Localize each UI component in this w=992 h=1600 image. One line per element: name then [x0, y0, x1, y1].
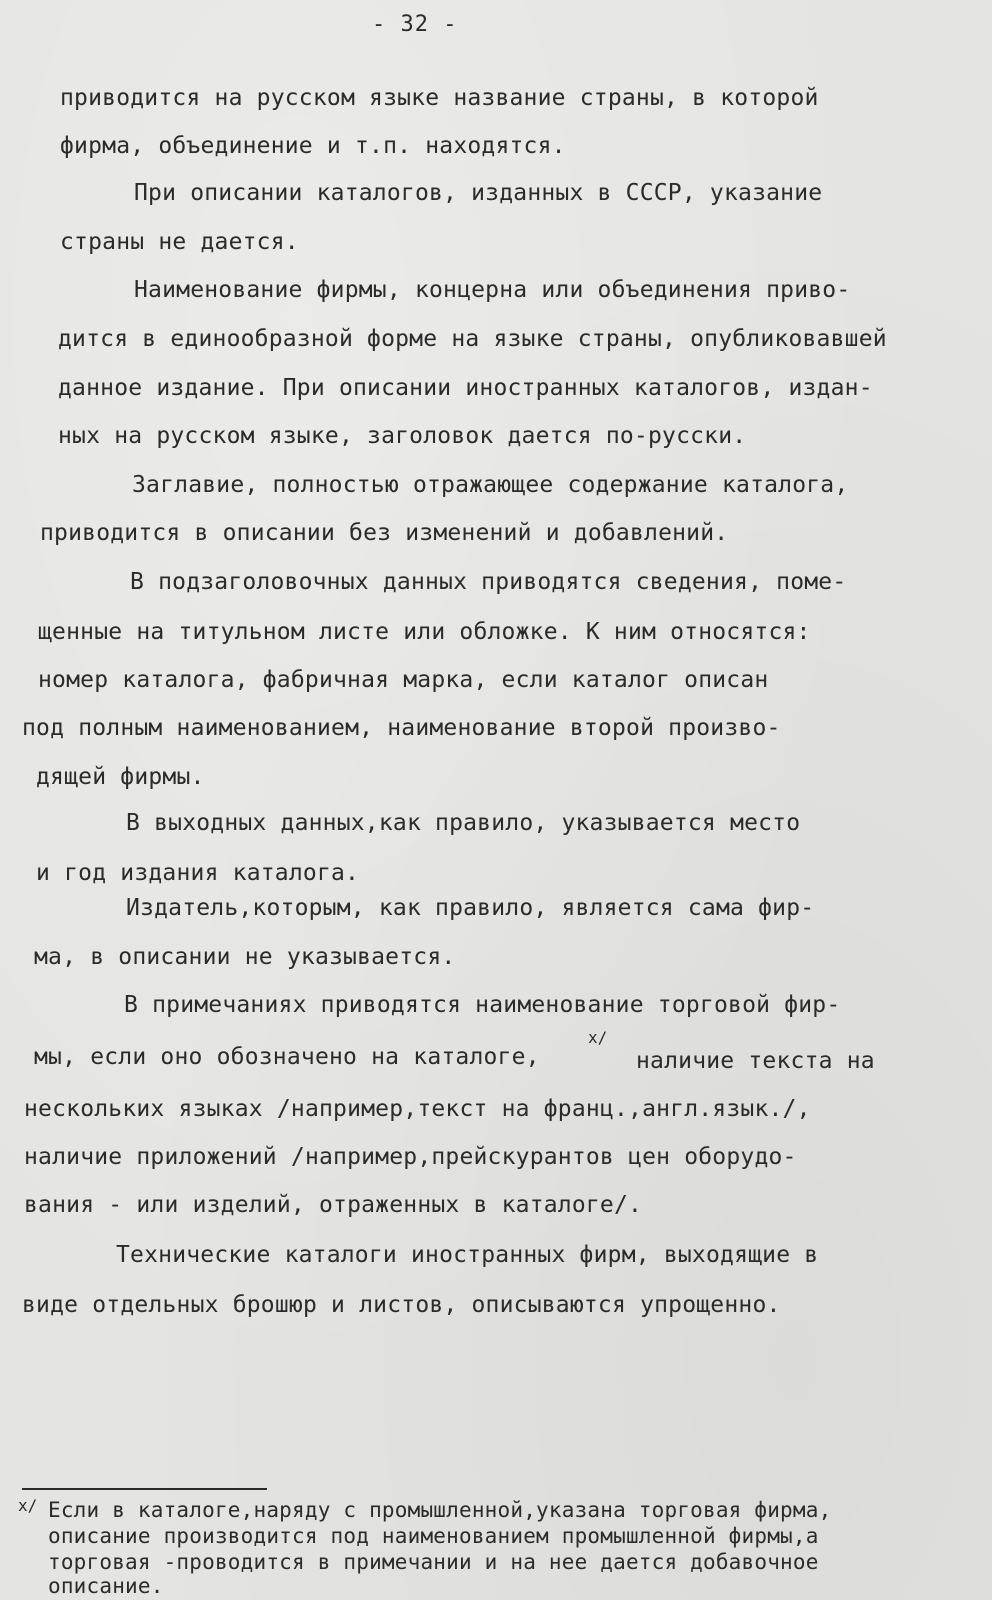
text-line: виде отдельных брошюр и листов, описываются упрощенно. [22, 1292, 781, 1318]
text-line: ных на русском языке, заголовок дается по-русски. [58, 423, 747, 449]
text-line: фирма, объединение и т.п. находятся. [60, 133, 566, 159]
text-line: В примечаниях приводятся наименование торговой фир- [124, 992, 841, 1018]
text-line: В выходных данных,как правило, указывается место [126, 810, 801, 836]
footnote-line: описание. [48, 1574, 164, 1598]
footnote-line: Если в каталоге,наряду с промышленной,указана торговая фирма, [48, 1498, 832, 1522]
footnote-line: описание производится под наименованием промышленной фирмы,а [48, 1524, 819, 1548]
text-line: Наименование фирмы, концерна или объединения приво- [134, 277, 851, 303]
text-line: Технические каталоги иностранных фирм, выходящие в [116, 1242, 819, 1268]
footnote-reference: x/ [588, 1028, 608, 1047]
text-line: под полным наименованием, наименование второй произво- [22, 715, 781, 741]
footnote-marker: x/ [18, 1496, 38, 1515]
text-line: В подзаголовочных данных приводятся сведения, поме- [130, 569, 847, 595]
text-line: приводится на русском языке название страны, в которой [60, 85, 819, 111]
text-line: мы, если оно обозначено на каталоге, [34, 1044, 540, 1070]
text-line: щенные на титульном листе или обложке. К ним относятся: [38, 619, 811, 645]
text-line: наличие приложений /например,прейскурантов цен оборудо- [24, 1144, 797, 1170]
text-line: При описании каталогов, изданных в СССР, указание [134, 180, 823, 206]
text-line: вания - или изделий, отраженных в каталоге/. [24, 1192, 643, 1218]
page-number: - 32 - [372, 12, 458, 37]
text-line: Издатель,которым, как правило, является сама фир- [126, 895, 815, 921]
footnote-line: торговая -проводится в примечании и на нее дается добавочное [48, 1550, 819, 1574]
text-line: дящей фирмы. [36, 764, 205, 790]
text-line: данное издание. При описании иностранных каталогов, издан- [58, 375, 873, 401]
text-line: приводится в описании без изменений и добавлений. [40, 520, 729, 546]
footnote-separator [22, 1488, 267, 1490]
text-line: дится в единообразной форме на языке страны, опубликовавшей [58, 326, 887, 352]
text-line: номер каталога, фабричная марка, если каталог описан [38, 667, 769, 693]
text-line: нескольких языках /например,текст на франц.,англ.язык./, [24, 1096, 811, 1122]
text-line: Заглавие, полностью отражающее содержание каталога, [132, 472, 849, 498]
text-line: ма, в описании не указывается. [34, 944, 456, 970]
text-line: и год издания каталога. [36, 860, 360, 886]
text-line: страны не дается. [60, 229, 299, 255]
text-line: наличие текста на [636, 1048, 875, 1074]
